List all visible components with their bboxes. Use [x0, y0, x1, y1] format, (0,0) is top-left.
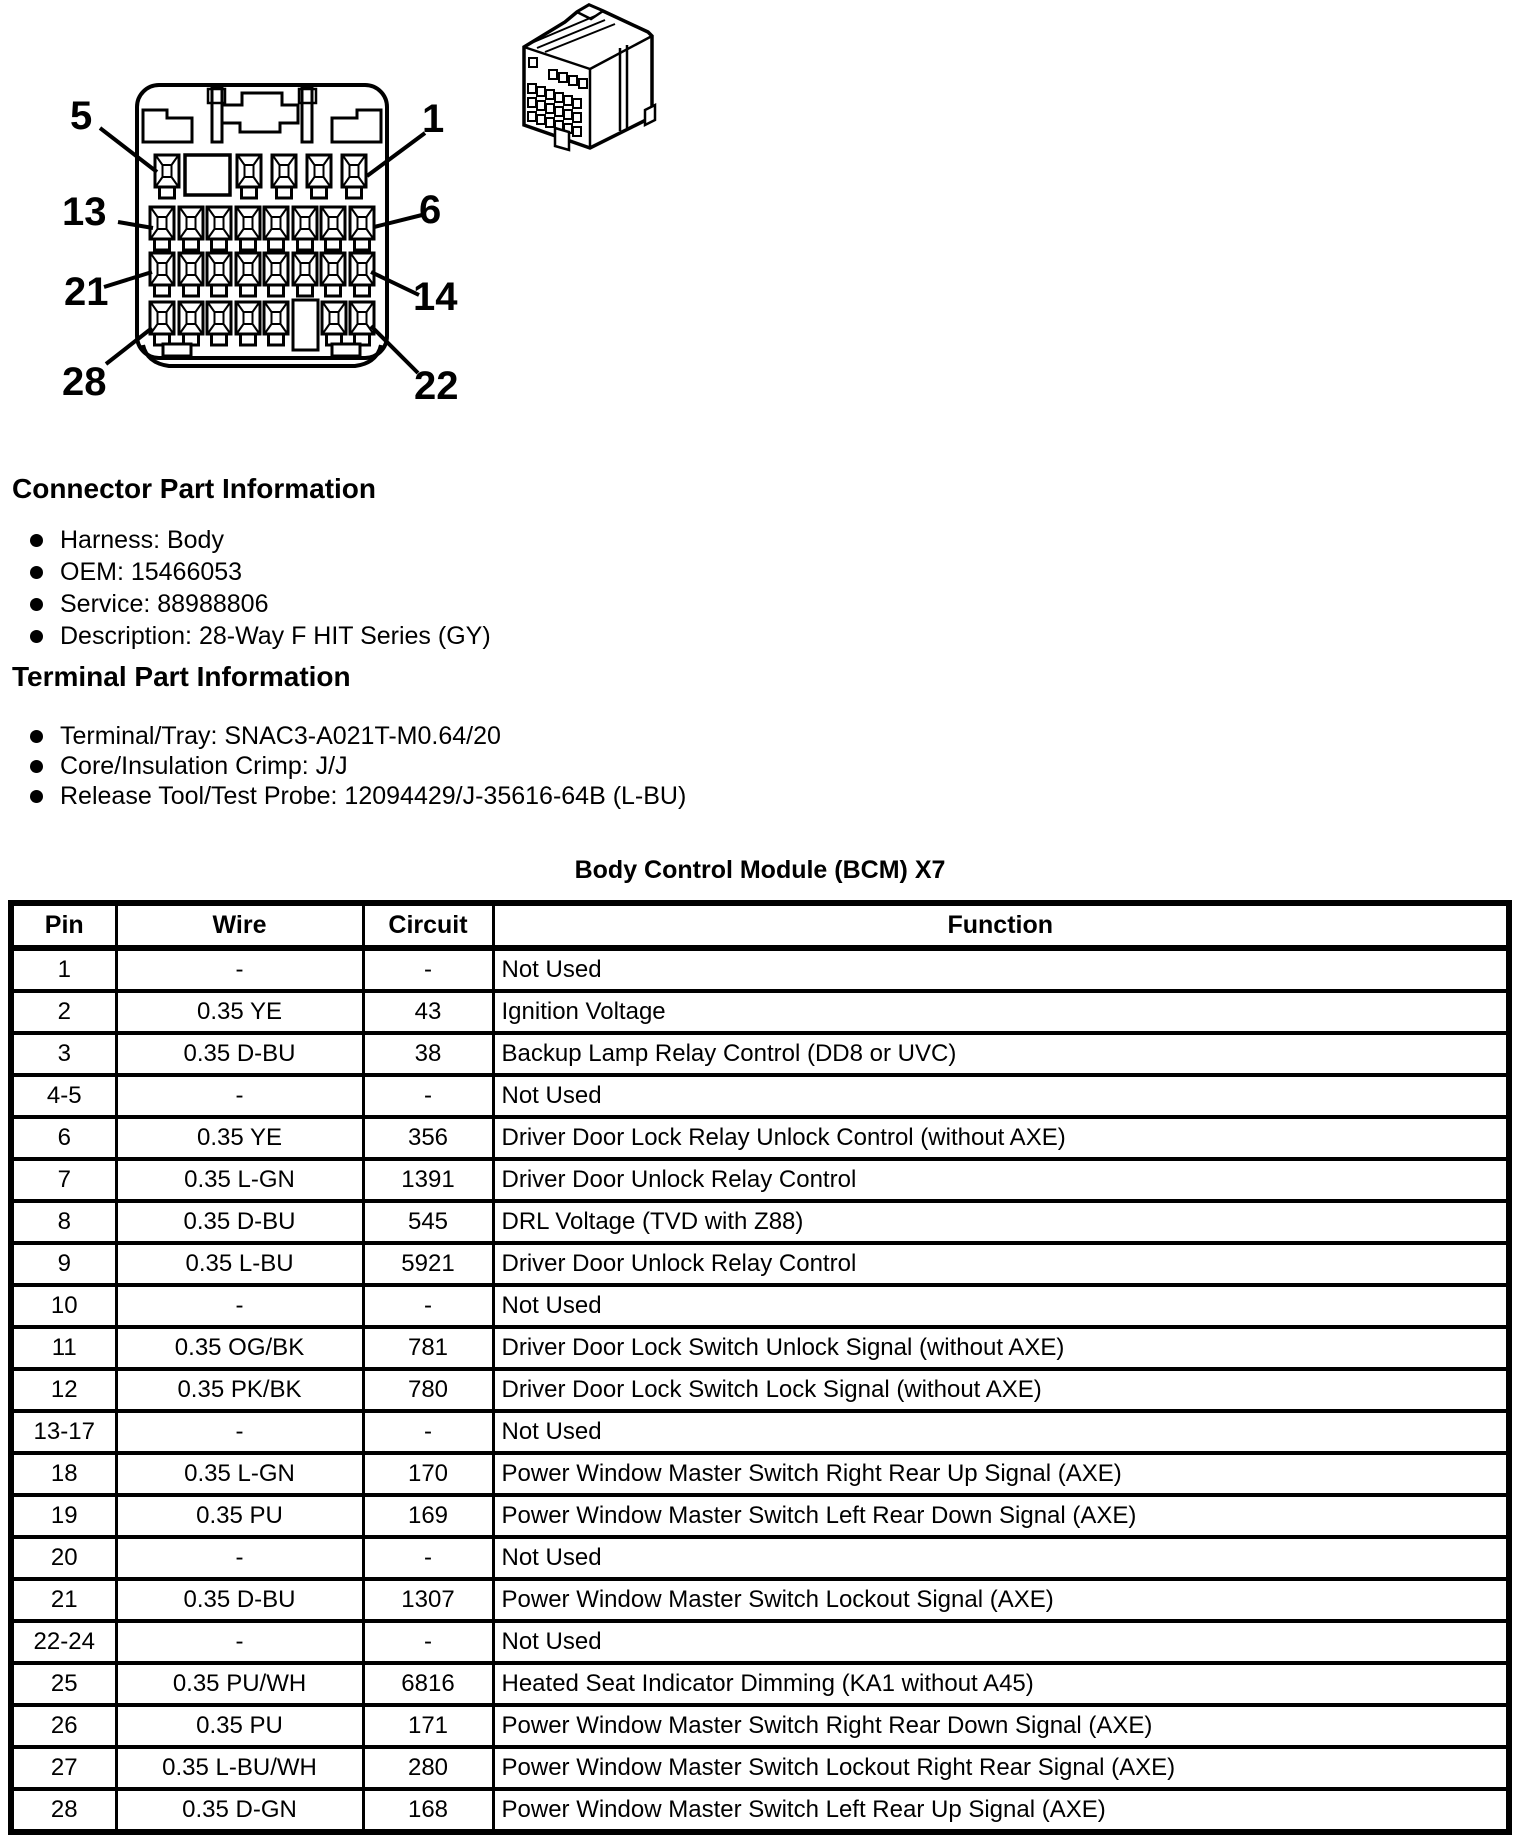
- pin-cavity: [350, 207, 374, 250]
- pin-cavity: [350, 302, 374, 345]
- table-cell: Not Used: [493, 1621, 1509, 1663]
- pin-cavity: [207, 253, 231, 296]
- table-cell: 0.35 L-BU: [116, 1243, 363, 1285]
- pin-cavity: [321, 207, 345, 250]
- table-cell: Not Used: [493, 1285, 1509, 1327]
- table-cell: 781: [363, 1327, 493, 1369]
- table-cell: 170: [363, 1453, 493, 1495]
- table-row: [11, 1411, 1509, 1453]
- leader-line: [100, 128, 157, 172]
- connector-part-info-heading: Connector Part Information: [12, 473, 377, 504]
- bullet-icon: [30, 760, 43, 773]
- table-cell: -: [116, 1537, 363, 1579]
- bullet-icon: [30, 598, 43, 611]
- blank-cavity: [185, 155, 230, 195]
- pin-cavity: [350, 253, 374, 296]
- bullet-icon: [30, 534, 43, 547]
- pin-cavity: [236, 253, 260, 296]
- bullet-text: Harness: Body: [60, 525, 224, 554]
- bullet-icon: [30, 630, 43, 643]
- table-cell: Driver Door Unlock Relay Control: [493, 1159, 1509, 1201]
- table-cell: 18: [11, 1453, 116, 1495]
- table-cell: 0.35 L-GN: [116, 1453, 363, 1495]
- bullet-text: Release Tool/Test Probe: 12094429/J-35616-64B (L-BU): [60, 781, 687, 810]
- keyway-notch: [293, 300, 318, 350]
- bullet-text: Description: 28-Way F HIT Series (GY): [60, 621, 491, 650]
- bullet-text: Core/Insulation Crimp: J/J: [60, 751, 348, 780]
- table-row: [11, 1621, 1509, 1663]
- connector-part-info-list: [30, 524, 491, 652]
- table-row: [11, 1663, 1509, 1705]
- pin-cavity: [272, 155, 296, 198]
- table-row: [11, 948, 1509, 991]
- table-cell: 19: [11, 1495, 116, 1537]
- column-header-circuit: Circuit: [363, 903, 493, 948]
- table-cell: 0.35 D-BU: [116, 1033, 363, 1075]
- table-cell: 0.35 YE: [116, 991, 363, 1033]
- table-cell: -: [363, 1285, 493, 1327]
- pin-cavity: [236, 302, 260, 345]
- table-cell: Driver Door Lock Switch Unlock Signal (without AXE): [493, 1327, 1509, 1369]
- table-cell: 11: [11, 1327, 116, 1369]
- table-row: [11, 1495, 1509, 1537]
- latch-post-right: [302, 87, 312, 142]
- table-row: [11, 1243, 1509, 1285]
- bullet-text: OEM: 15466053: [60, 557, 243, 586]
- table-cell: 0.35 PU: [116, 1705, 363, 1747]
- table-cell: 28: [11, 1789, 116, 1832]
- bullet-item: [30, 524, 491, 556]
- bullet-item: [30, 620, 491, 652]
- bullet-icon: [30, 566, 43, 579]
- pin-label-22: 22: [414, 364, 459, 408]
- pin-cavity: [307, 155, 331, 198]
- table-row: [11, 991, 1509, 1033]
- pinout-table-body: [11, 948, 1509, 1832]
- table-cell: 280: [363, 1747, 493, 1789]
- bullet-item: [30, 781, 686, 811]
- pin-cavity: [207, 207, 231, 250]
- table-cell: 4-5: [11, 1075, 116, 1117]
- table-cell: -: [116, 1285, 363, 1327]
- table-row: [11, 1789, 1509, 1832]
- pin-cavity: [322, 302, 346, 345]
- table-cell: Backup Lamp Relay Control (DD8 or UVC): [493, 1033, 1509, 1075]
- leader-line: [374, 215, 422, 227]
- table-cell: 0.35 OG/BK: [116, 1327, 363, 1369]
- table-cell: 5921: [363, 1243, 493, 1285]
- table-cell: -: [116, 1621, 363, 1663]
- table-cell: -: [116, 948, 363, 991]
- table-cell: Not Used: [493, 1075, 1509, 1117]
- pin-cavity: [150, 302, 174, 345]
- table-cell: -: [363, 1537, 493, 1579]
- leader-line: [367, 133, 425, 176]
- table-cell: 0.35 PU: [116, 1495, 363, 1537]
- pin-cavity: [264, 302, 288, 345]
- index-foot-left: [163, 344, 191, 356]
- table-cell: 2: [11, 991, 116, 1033]
- connector-3d-view: [505, 0, 670, 165]
- pin-cavity: [236, 207, 260, 250]
- leader-line: [371, 272, 419, 295]
- table-cell: 1307: [363, 1579, 493, 1621]
- bullet-item: [30, 751, 686, 781]
- table-cell: 6816: [363, 1663, 493, 1705]
- bullet-text: Service: 88988806: [60, 589, 269, 618]
- table-cell: 545: [363, 1201, 493, 1243]
- table-cell: 13-17: [11, 1411, 116, 1453]
- table-cell: Ignition Voltage: [493, 991, 1509, 1033]
- table-cell: 168: [363, 1789, 493, 1832]
- table-cell: DRL Voltage (TVD with Z88): [493, 1201, 1509, 1243]
- table-cell: 6: [11, 1117, 116, 1159]
- table-cell: 22-24: [11, 1621, 116, 1663]
- table-cell: 10: [11, 1285, 116, 1327]
- table-cell: Power Window Master Switch Right Rear Down Signal (AXE): [493, 1705, 1509, 1747]
- pin-label-28: 28: [62, 360, 107, 404]
- pin-label-13: 13: [62, 190, 107, 234]
- pin-cavity: [342, 155, 366, 198]
- pin-cavity: [179, 207, 203, 250]
- table-cell: 356: [363, 1117, 493, 1159]
- table-cell: 12: [11, 1369, 116, 1411]
- table-cell: -: [116, 1411, 363, 1453]
- pinout-table: [8, 900, 1512, 1835]
- table-cell: Driver Door Lock Relay Unlock Control (without AXE): [493, 1117, 1509, 1159]
- bullet-item: [30, 588, 491, 620]
- pinout-table-title: Body Control Module (BCM) X7: [574, 856, 946, 884]
- table-cell: 0.35 D-BU: [116, 1201, 363, 1243]
- table-cell: 27: [11, 1747, 116, 1789]
- bullet-item: [30, 556, 491, 588]
- table-row: [11, 1747, 1509, 1789]
- table-row: [11, 1327, 1509, 1369]
- table-cell: Driver Door Unlock Relay Control: [493, 1243, 1509, 1285]
- index-foot-right: [332, 344, 360, 356]
- pin-cavity: [293, 207, 317, 250]
- pin-cavity: [264, 207, 288, 250]
- pin-cavity: [293, 253, 317, 296]
- table-cell: 0.35 D-BU: [116, 1579, 363, 1621]
- table-cell: 43: [363, 991, 493, 1033]
- pin-cavity: [321, 253, 345, 296]
- pin-label-14: 14: [413, 275, 458, 319]
- pin-label-21: 21: [64, 270, 109, 314]
- table-cell: 3: [11, 1033, 116, 1075]
- table-row: [11, 1579, 1509, 1621]
- column-header-wire: Wire: [116, 903, 363, 948]
- table-cell: 0.35 YE: [116, 1117, 363, 1159]
- table-cell: 1: [11, 948, 116, 991]
- table-cell: Not Used: [493, 948, 1509, 991]
- pin-cavity: [179, 253, 203, 296]
- table-cell: 9: [11, 1243, 116, 1285]
- table-row: [11, 1033, 1509, 1075]
- table-cell: 38: [363, 1033, 493, 1075]
- table-cell: -: [363, 1621, 493, 1663]
- table-cell: 7: [11, 1159, 116, 1201]
- table-cell: Not Used: [493, 1411, 1509, 1453]
- table-cell: Power Window Master Switch Lockout Signal (AXE): [493, 1579, 1509, 1621]
- table-cell: -: [363, 1075, 493, 1117]
- table-cell: 0.35 D-GN: [116, 1789, 363, 1832]
- key-step-right: [332, 110, 381, 142]
- table-cell: Not Used: [493, 1537, 1509, 1579]
- table-row: [11, 1117, 1509, 1159]
- key-step-left: [143, 110, 192, 142]
- leader-line: [104, 272, 152, 287]
- table-cell: Power Window Master Switch Right Rear Up Signal (AXE): [493, 1453, 1509, 1495]
- connector-diagram-section: [0, 0, 1520, 450]
- table-cell: Power Window Master Switch Left Rear Up Signal (AXE): [493, 1789, 1509, 1832]
- table-cell: 26: [11, 1705, 116, 1747]
- pin-cavity: [150, 207, 174, 250]
- table-cell: Power Window Master Switch Lockout Right Rear Signal (AXE): [493, 1747, 1509, 1789]
- bullet-text: Terminal/Tray: SNAC3-A021T-M0.64/20: [60, 721, 501, 750]
- terminal-part-info-heading: Terminal Part Information: [12, 661, 351, 692]
- table-row: [11, 1537, 1509, 1579]
- table-cell: Heated Seat Indicator Dimming (KA1 without A45): [493, 1663, 1509, 1705]
- table-cell: 0.35 L-BU/WH: [116, 1747, 363, 1789]
- center-key-tab: [222, 93, 298, 132]
- table-row: [11, 1075, 1509, 1117]
- pin-label-5: 5: [70, 94, 93, 138]
- pin-label-6: 6: [419, 188, 442, 232]
- table-row: [11, 1159, 1509, 1201]
- table-cell: 171: [363, 1705, 493, 1747]
- table-cell: 169: [363, 1495, 493, 1537]
- table-cell: 1391: [363, 1159, 493, 1201]
- table-cell: -: [363, 1411, 493, 1453]
- table-row: [11, 1285, 1509, 1327]
- table-cell: 0.35 PU/WH: [116, 1663, 363, 1705]
- table-cell: 0.35 L-GN: [116, 1159, 363, 1201]
- column-header-pin: Pin: [11, 903, 116, 948]
- pin-cavity: [155, 155, 179, 198]
- pin-cavity: [179, 302, 203, 345]
- pin-label-1: 1: [422, 97, 445, 141]
- table-cell: 8: [11, 1201, 116, 1243]
- pin-cavity: [264, 253, 288, 296]
- table-header-row: [11, 903, 1509, 948]
- table-cell: -: [116, 1075, 363, 1117]
- table-cell: 0.35 PK/BK: [116, 1369, 363, 1411]
- bullet-item: [30, 721, 686, 751]
- table-cell: 21: [11, 1579, 116, 1621]
- table-cell: Power Window Master Switch Left Rear Down Signal (AXE): [493, 1495, 1509, 1537]
- bullet-icon: [30, 790, 43, 803]
- pin-cavity: [150, 253, 174, 296]
- table-row: [11, 1453, 1509, 1495]
- table-row: [11, 1369, 1509, 1411]
- pin-cavity: [207, 302, 231, 345]
- table-row: [11, 1705, 1509, 1747]
- table-cell: 780: [363, 1369, 493, 1411]
- table-row: [11, 1201, 1509, 1243]
- table-cell: Driver Door Lock Switch Lock Signal (without AXE): [493, 1369, 1509, 1411]
- bullet-icon: [30, 730, 43, 743]
- pin-cavity: [237, 155, 261, 198]
- terminal-part-info-list: [30, 721, 686, 811]
- table-cell: 25: [11, 1663, 116, 1705]
- table-cell: -: [363, 948, 493, 991]
- table-cell: 20: [11, 1537, 116, 1579]
- column-header-function: Function: [493, 903, 1509, 948]
